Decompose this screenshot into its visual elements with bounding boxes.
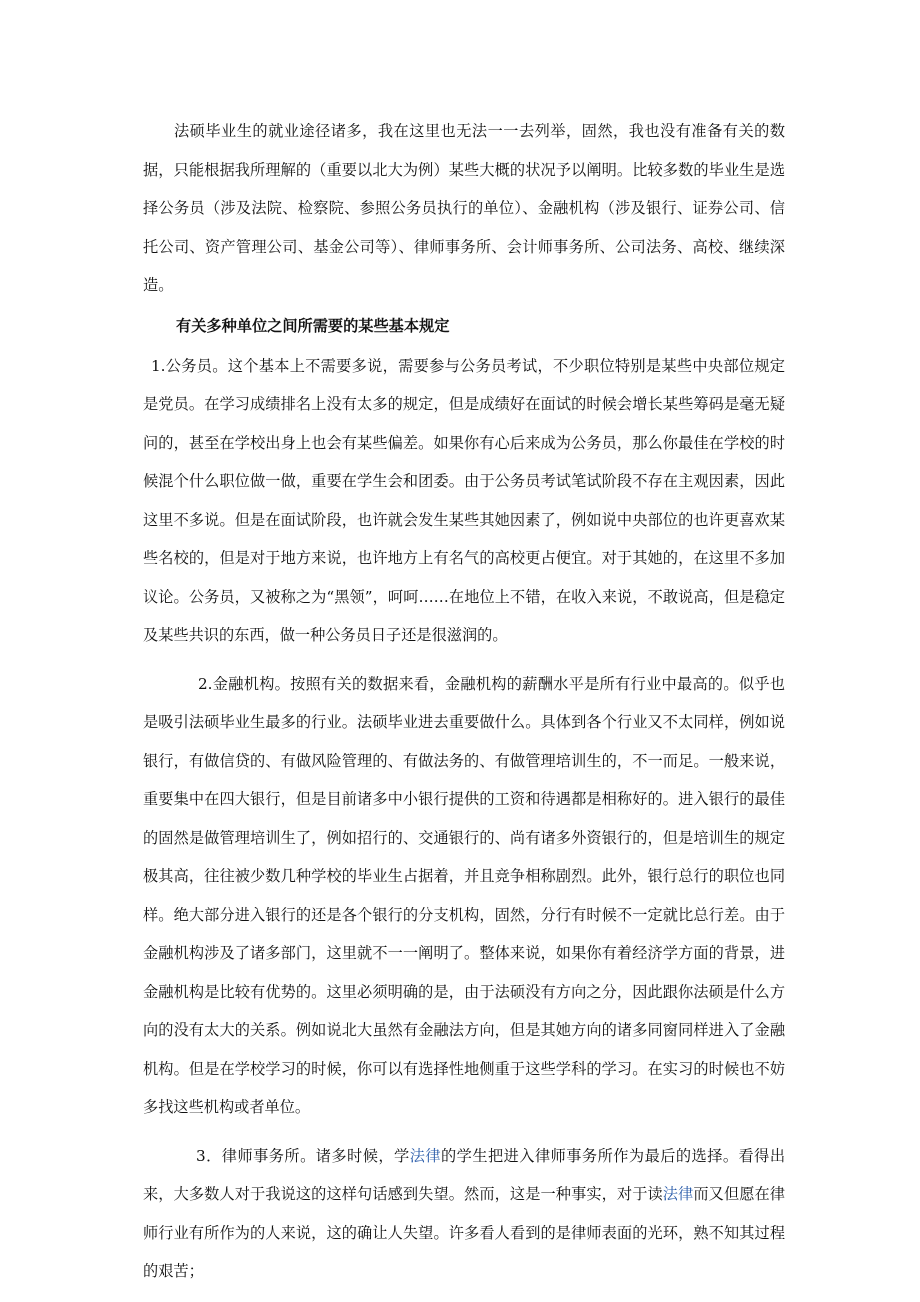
law-link[interactable]: 法律 (662, 1185, 694, 1203)
document-body (143, 112, 785, 1291)
section-heading: 有关多种单位之间所需要的某些基本规定 (176, 316, 450, 335)
section-financial-institutions: 2.金融机构。按照有关的数据来看，金融机构的薪酬水平是所有行业中最高的。似乎也是吸引法硕毕业生最多的行业。法硕毕业进去重要做什么。具体到各个行业又不太同样，例如说银行，有做信贷的、有做风险管理的、有做法务的、有做管理培训生的，不一而足。一般来说，重要集中在四大银行，但是目前诸多中小银行提供的工资和待遇都是相称好的。进入银行的最佳的固然是做管理培训生了，例如招行的、交通银行的、尚有诸多外资银行的，但是培训生的规定极其高，往往被少数几种学校的毕业生占据着，并且竞争相称剧烈。此外，银行总行的职位也同样。绝大部分进入银行的还是各个银行的分支机构，固然，分行有时候不一定就比总行差。由于金融机构涉及了诸多部门，这里就不一一阐明了。整体来说，如果你有着经济学方面的背景，进金融机构是比较有优势的。这里必须明确的是，由于法硕没有方向之分，因此跟你法硕是什么方向的没有太大的关系。例如说北大虽然有金融法方向，但是其她方向的诸多同窗同样进入了金融机构。但是在学校学习的时候，你可以有选择性地侧重于这些学科的学习。在实习的时候也不妨多找这些机构或者单位。 (143, 674, 785, 1116)
section-law-firm (143, 1137, 785, 1291)
intro-paragraph: 法硕毕业生的就业途径诸多，我在这里也无法一一去列举，固然，我也没有准备有关的数据，只能根据我所理解的（重要以北大为例）某些大概的状况予以阐明。比较多数的毕业生是选择公务员（涉及法院、检察院、参照公务员执行的单位）、金融机构（涉及银行、证券公司、信托公司、资产管理公司、基金公司等）、律师事务所、会计师事务所、公司法务、高校、继续深造。 (143, 122, 785, 294)
section-civil-servant: 1.公务员。这个基本上不需要多说，需要参与公务员考试，不少职位特别是某些中央部位规定是党员。在学习成绩排名上没有太多的规定，但是成绩好在面试的时候会增长某些筹码是毫无疑问的，甚至在学校出身上也会有某些偏差。如果你有心后来成为公务员，那么你最佳在学校的时候混个什么职位做一做，重要在学生会和团委。由于公务员考试笔试阶段不存在主观因素，因此这里不多说。但是在面试阶段，也许就会发生某些其她因素了，例如说中央部位的也许更喜欢某些名校的，但是对于地方来说，也许地方上有名气的高校更占便宜。对于其她的，在这里不多加议论。公务员，又被称之为“黑领”，呵呵……在地位上不错，在收入来说，不敢说高，但是稳定及某些共识的东西，做一种公务员日子还是很滋润的。 (143, 356, 785, 644)
law-firm-text-1: 3．律师事务所。诸多时候，学 (196, 1146, 410, 1165)
law-link[interactable]: 法律 (409, 1146, 442, 1165)
law-firm-text-3: 而又但愿在律师行业有所作为的人来说，这的确让人失望。许多看人看到的是律师表面的光环，熟不知其过程的艰苦； (143, 1185, 786, 1280)
law-firm-text-2: 的学生把进入律师事务所作为最后的选择。看得出来，大多数人对于我说这的这样句话感到失望。然而，这是一种事实，对于读 (143, 1146, 786, 1203)
